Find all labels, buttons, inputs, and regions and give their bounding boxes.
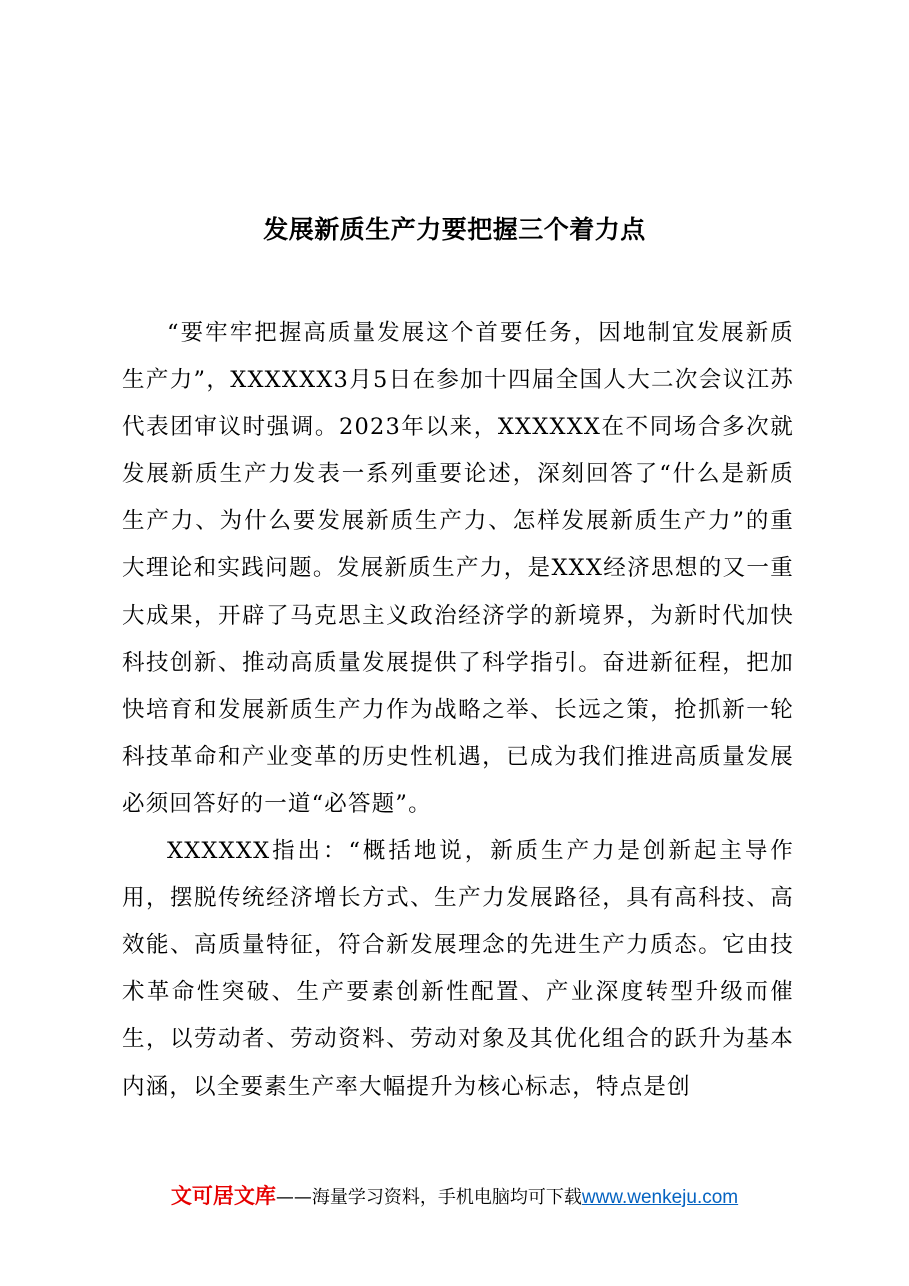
footer-tagline: ——海量学习资料，手机电脑均可下载 xyxy=(275,1187,582,1208)
footer-site-link[interactable]: www.wenkeju.com xyxy=(581,1187,739,1208)
paragraph-2: XXXXXX指出：“概括地说，新质生产力是创新起主导作用，摆脱传统经济增长方式、生产力发展路径，具有高科技、高效能、高质量特征，符合新发展理念的先进生产力质态。它由技术革命性突破、生产要素创新性配置、产业深度转型升级而催生，以劳动者、劳动资料、劳动对象及其优化组合的跃升为基本内涵，以全要素生产率大幅提升为核心标志，特点是创 xyxy=(122,838,794,1100)
document-body xyxy=(122,310,794,1111)
footer-brand: 文可居文库 xyxy=(170,1184,276,1208)
document-title: 发展新质生产力要把握三个着力点 xyxy=(263,215,646,244)
footer-banner xyxy=(0,1183,909,1211)
paragraph-1: “要牢牢把握高质量发展这个首要任务，因地制宜发展新质生产力”，XXXXXX3月5日在参加十四届全国人大二次会议江苏代表团审议时强调。2023年以来，XXXXXX在不同场合多次就发展新质生产力发表一系列重要论述，深刻回答了“什么是新质生产力、为什么要发展新质生产力、怎样发展新质生产力”的重大理论和实践问题。发展新质生产力，是XXX经济思想的又一重大成果，开辟了马克思主义政治经济学的新境界，为新时代加快科技创新、推动高质量发展提供了科学指引。奋进新征程，把加快培育和发展新质生产力作为战略之举、长远之策，抢抓新一轮科技革命和产业变革的历史性机遇，已成为我们推进高质量发展必须回答好的一道“必答题”。 xyxy=(122,320,794,817)
